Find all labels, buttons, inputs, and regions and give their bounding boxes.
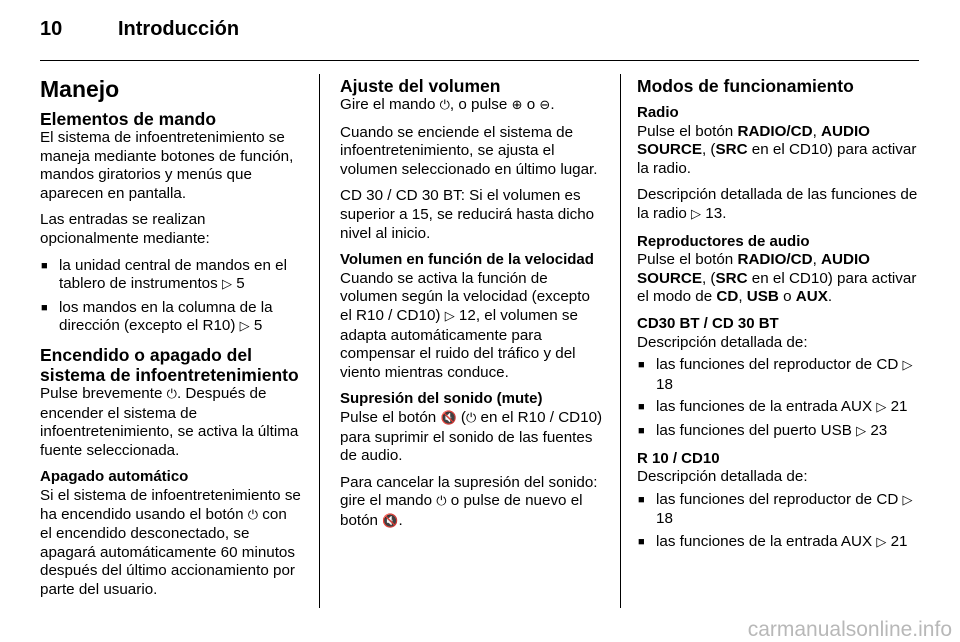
page-reference-arrow-icon: ▷ — [902, 358, 913, 374]
mute-icon: 🔇 — [440, 410, 457, 426]
controls-paragraph-2: Las entradas se realizan opcionalmente mediante: — [40, 211, 210, 247]
list-item: ■ las funciones del reproductor de CD ▷ 18 — [637, 356, 921, 394]
cd30-description: Descripción detallada de: — [637, 333, 808, 351]
mute-heading: Supresión del sonido (mute) — [340, 390, 543, 408]
page-number: 10 — [40, 18, 63, 40]
list-item: ■ las funciones de la entrada AUX ▷ 21 — [637, 533, 921, 553]
controls-list — [40, 257, 302, 337]
page-reference-arrow-icon: ▷ — [221, 277, 232, 293]
page-reference-arrow-icon: ▷ — [239, 319, 250, 335]
volume-plus-icon: ⊕ — [511, 98, 523, 113]
column-divider-2 — [620, 74, 621, 608]
page-reference[interactable]: 18 — [656, 375, 673, 393]
mute-paragraph-1: Pulse el botón 🔇 (⏻ en el R10 / CD10) para suprimir el sonido de las fuentes de audio. — [340, 408, 603, 465]
power-icon: ⏻ — [436, 494, 447, 510]
page-reference-arrow-icon: ▷ — [902, 492, 913, 508]
list-item: ■ los mandos en la columna de la dirección (excepto el R10) ▷ 5 — [40, 299, 302, 337]
players-paragraph: Pulse el botón RADIO/CD, AUDIO SOURCE, (SRC en el CD10) para activar el modo de CD, USB o AUX. — [637, 251, 917, 306]
page-reference[interactable]: 23 — [870, 421, 888, 439]
volume-minus-icon: ⊖ — [539, 98, 551, 113]
power-icon: ⏻ — [465, 410, 477, 426]
power-icon: ⏻ — [247, 507, 259, 523]
controls-paragraph-1: El sistema de infoentretenimiento se maneja mediante botones de función, mandos giratorios y menús que aparecen en pantalla. — [40, 129, 294, 202]
page-reference-arrow-icon: ▷ — [691, 206, 702, 222]
onoff-heading: Encendido o apagado del sistema de infoentretenimiento — [40, 344, 299, 385]
auto-off-heading: Apagado automático — [40, 468, 189, 486]
list-item: ■ las funciones del puerto USB ▷ 23 — [637, 422, 921, 442]
list-item: ■ las funciones de la entrada AUX ▷ 21 — [637, 398, 921, 418]
page-reference[interactable]: 13 — [705, 204, 723, 222]
volume-paragraph-3: CD 30 / CD 30 BT: Si el volumen es superior a 15, se reducirá hasta dicho nivel al inicio. — [340, 187, 595, 242]
watermark: carmanualsonline.info — [747, 618, 952, 641]
controls-heading: Elementos de mando — [40, 109, 217, 129]
volume-paragraph-1: Gire el mando ⏻, o pulse ⊕ o ⊖. — [340, 96, 555, 113]
r10-list — [637, 491, 921, 553]
page-reference-arrow-icon: ▷ — [876, 400, 887, 416]
section-title: Manejo — [40, 76, 120, 102]
column-divider-1 — [319, 74, 320, 608]
r10-heading: R 10 / CD10 — [637, 449, 720, 467]
page-reference[interactable]: 18 — [656, 510, 673, 528]
volume-heading: Ajuste del volumen — [340, 76, 501, 96]
page-reference[interactable]: 5 — [253, 317, 263, 335]
column-3 — [637, 76, 921, 560]
radio-heading: Radio — [637, 104, 679, 121]
column-2 — [340, 76, 603, 539]
page-reference-arrow-icon: ▷ — [856, 423, 867, 439]
page-reference[interactable]: 21 — [890, 532, 908, 550]
header-rule — [40, 60, 919, 61]
page-reference[interactable]: 12 — [458, 306, 476, 324]
page-reference-arrow-icon: ▷ — [444, 308, 455, 324]
column-1 — [40, 76, 302, 607]
page-reference[interactable]: 21 — [890, 398, 908, 416]
list-item: ■ la unidad central de mandos en el tablero de instrumentos ▷ 5 — [40, 257, 302, 295]
modes-heading: Modos de funcionamiento — [637, 76, 854, 96]
radio-paragraph-2: Descripción detallada de las funciones de la radio ▷ 13. — [637, 186, 918, 222]
radio-paragraph-1: Pulse el botón RADIO/CD, AUDIO SOURCE, (SRC en el CD10) para activar la radio. — [637, 122, 917, 177]
chapter-title: Introducción — [118, 18, 240, 40]
auto-off-paragraph: Si el sistema de infoentretenimiento se ha encendido usando el botón ⏻ con el encendido desconectado, se apagará automáticamente 60 minutos después del último accionamiento por parte del usuario. — [40, 486, 301, 598]
list-item: ■ las funciones del reproductor de CD ▷ 18 — [637, 491, 921, 529]
power-icon: ⏻ — [439, 98, 450, 113]
speed-volume-heading: Volumen en función de la velocidad — [340, 251, 594, 269]
mute-paragraph-2: Para cancelar la supresión del sonido: gire el mando ⏻ o pulse de nuevo el botón 🔇. — [340, 473, 598, 529]
speed-volume-paragraph: Cuando se activa la función de volumen según la velocidad (excepto el R10 / CD10) ▷ 12, el volumen se adapta automáticamente para compensar el ruido del tráfico y del viento mientras conduce. — [340, 269, 590, 381]
players-heading: Reproductores de audio — [637, 232, 810, 250]
cd30-heading: CD30 BT / CD 30 BT — [637, 314, 779, 332]
power-icon: ⏻ — [166, 386, 177, 402]
cd30-list — [637, 356, 921, 441]
onoff-paragraph: Pulse brevemente ⏻. Después de encender el sistema de infoentretenimiento, se activa la última fuente seleccionada. — [40, 384, 299, 459]
mute-icon: 🔇 — [382, 513, 399, 529]
page-reference-arrow-icon: ▷ — [876, 534, 887, 550]
r10-description: Descripción detallada de: — [637, 468, 808, 486]
page-reference[interactable]: 5 — [236, 275, 245, 293]
volume-paragraph-2: Cuando se enciende el sistema de infoentretenimiento, se ajusta el volumen seleccionado en último lugar. — [340, 123, 598, 178]
